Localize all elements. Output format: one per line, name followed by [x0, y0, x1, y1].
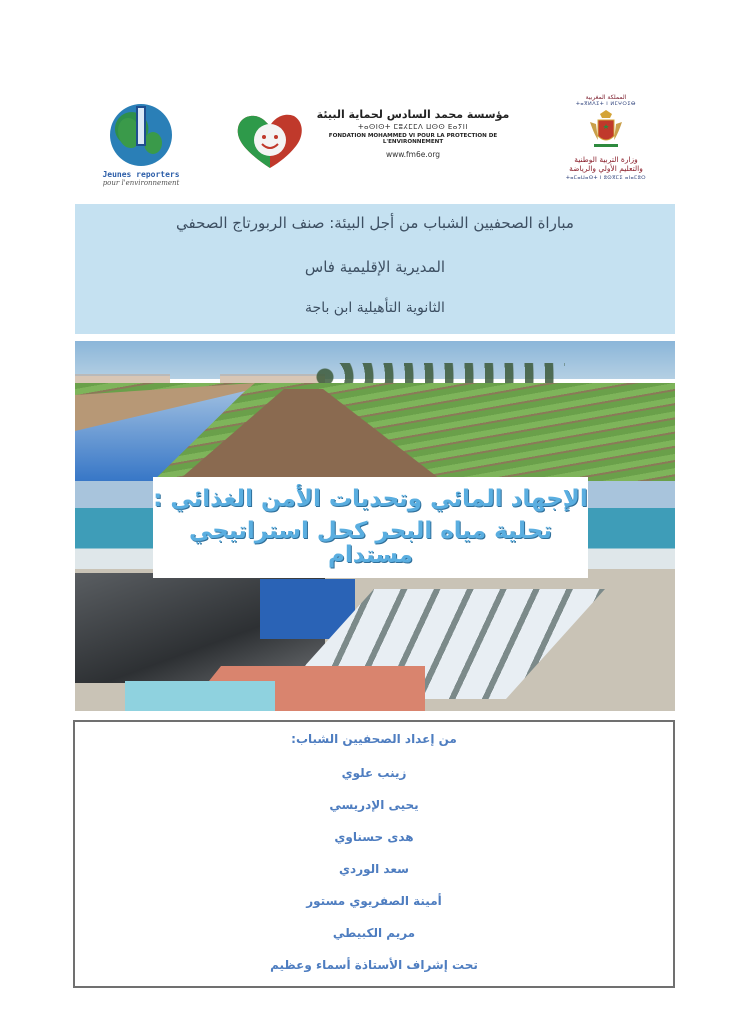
- cover-title-box: [153, 477, 588, 578]
- supervisor: تحت إشراف الأستاذة أسماء وعظيم: [270, 958, 478, 972]
- fondation-mohammed-vi-logo: [236, 108, 516, 178]
- provincial-directorate: المديرية الإقليمية فاس: [304, 258, 446, 276]
- authors-intro: من إعداد الصحفيين الشباب:: [291, 732, 457, 746]
- ministry-logo: [560, 94, 652, 202]
- fondation-url: www.fm6e.org: [385, 150, 441, 159]
- competition-header-box: [75, 204, 675, 334]
- ministry-name-tifinagh: ⵜⴰⵎⴰⵡⴰⵙⵜ ⵏ ⵓⵙⴳⵎⵉ ⴰⵏⴰⵎⵓⵔ: [565, 175, 647, 182]
- jeunes-reporters-logo: [86, 104, 196, 194]
- fondation-name-french: FONDATION MOHAMMED VI POUR LA PROTECTION DE L'ENVIRONNEMENT: [328, 133, 498, 145]
- jr-logo-tagline: pour l'environnement: [102, 179, 180, 187]
- fondation-name-arabic: مؤسسة محمد السادس لحماية البيئة: [316, 108, 510, 121]
- jr-logo-name: Jeunes reporters: [102, 170, 180, 179]
- cover-title-line1: الإجهاد المائي وتحديات الأمن الغذائي :: [153, 486, 588, 512]
- author-name: أمينة الصفريوي مستور: [306, 894, 442, 908]
- author-name: يحيى الإدريسي: [329, 798, 419, 812]
- author-name: مريم الكبيطي: [332, 926, 416, 940]
- ministry-name-arabic-1: وزارة التربية الوطنية: [574, 155, 638, 164]
- fondation-name-tifinagh: ⵜⴰⵙⵏⵙⵜ ⵎⵓⵃⵎⵎⴷ ⵡⵙⵙ ⴹⴰⵢⵏⵏ: [358, 123, 468, 131]
- competition-title: مباراة الصحفيين الشباب من أجل البيئة: صنف الربورتاج الصحفي: [176, 214, 574, 232]
- cover-title-line2: تحلية مياه البحر كحل استراتيجي مستدام: [188, 518, 553, 569]
- ministry-name-arabic-2: والتعليم الأولي والرياضة: [569, 163, 643, 173]
- moroccan-coat-of-arms-icon: [588, 110, 624, 150]
- school-name: الثانوية التأهيلية ابن باجة: [305, 300, 445, 316]
- author-name: زينب علوي: [341, 766, 407, 780]
- reporter-figure-icon: [136, 106, 146, 146]
- kingdom-tifinagh: ⵜⴰⴳⵍⴷⵉⵜ ⵏ ⵍⵎⵖⵔⵉⴱ: [576, 101, 636, 107]
- author-name: هدى حسناوي: [334, 830, 414, 844]
- tree-line: [315, 363, 565, 383]
- kingdom-arabic: المملكة المغربية: [585, 94, 627, 101]
- author-name: سعد الوردي: [339, 862, 409, 876]
- heart-face-icon: [236, 112, 304, 170]
- pool: [125, 681, 275, 711]
- authors-box: [73, 720, 675, 988]
